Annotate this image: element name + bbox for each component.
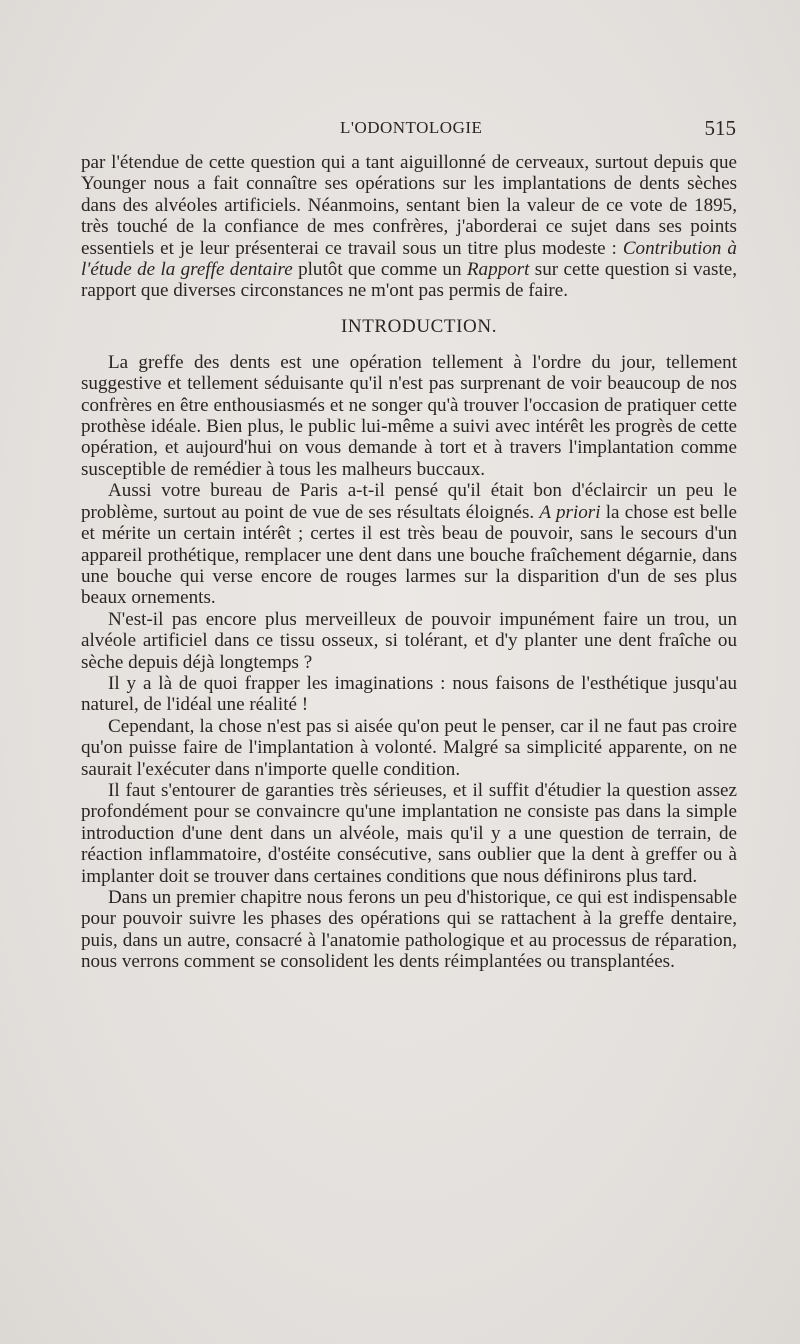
paragraph: Il y a là de quoi frapper les imaginations : nous faisons de l'esthétique jusqu'au naturel, de l'idéal une réalité ! (81, 672, 737, 716)
paragraph: Il faut s'entourer de garanties très sérieuses, et il suffit d'étudier la question assez profondément pour se convaincre qu'une implantation ne consiste pas dans la simple introduction d'une dent dans un alvéole, mais qu'il y a une question de terrain, de réaction inflammatoire, d'ostéite consécutive, sans oublier que la dent à greffer ou à implanter doit se trouver dans certaines conditions que nous définirons plus tard. (81, 779, 737, 887)
paragraph: Cependant, la chose n'est pas si aisée qu'on peut le penser, car il ne faut pas croire qu'on puisse faire de l'implantation à volonté. Malgré sa simplicité apparente, on ne saurait l'exécuter dans n'importe quelle condition. (81, 715, 737, 780)
italic-phrase: A priori (539, 501, 601, 523)
page-number: 515 (704, 116, 736, 140)
section-heading: INTRODUCTION. (340, 315, 498, 337)
running-head (80, 118, 736, 144)
paragraph: N'est-il pas encore plus merveilleux de pouvoir impunément faire un trou, un alvéole artificiel dans ce tissu osseux, si tolérant, et d'y planter une dent fraîche ou sèche depuis déjà longtemps ? (81, 608, 737, 673)
paragraph: Dans un premier chapitre nous ferons un peu d'historique, ce qui est indispensable pour pouvoir suivre les phases des opérations qui se rattachent à la greffe dentaire, puis, dans un autre, consacré à l'anatomie pathologique et au processus de réparation, nous verrons comment se consolident les dents réimplantées ou transplantées. (81, 887, 737, 973)
body-text (81, 152, 737, 973)
paragraph: Aussi votre bureau de Paris a-t-il pensé qu'il était bon d'éclaircir un peu le problème, surtout au point de vue de ses résultats éloignés. A priori la chose est belle et mérite un certain intérêt ; certes il est très beau de pouvoir, sans le secours d'un appareil prothétique, remplacer une dent dans une bouche fraîchement dégarnie, dans une bouche qui verse encore de rouges larmes sur la disparition d'un de ses plus beaux ornements. (81, 480, 737, 609)
italic-phrase: Rapport (466, 259, 530, 281)
paragraph: La greffe des dents est une opération tellement à l'ordre du jour, tellement suggestive et tellement séduisante qu'il n'est pas surprenant de voir beaucoup de nos confrères en être enthousiasmés et ne songer qu'à trouver l'occasion de pratiquer cette prothèse idéale. Bien plus, le public lui-même a suivi avec intérêt les progrès de cette opération, et aujourd'hui on vous demande à tort et à travers l'implantation comme susceptible de remédier à tous les malheurs buccaux. (81, 351, 737, 480)
italic-phrase: Contribution à l'étude de la greffe dentaire (81, 237, 737, 281)
running-title: L'ODONTOLOGIE (340, 118, 483, 137)
paragraph: par l'étendue de cette question qui a tant aiguillonné de cerveaux, surtout depuis que Younger nous a fait connaître ses opérations sur les implantations de dents sèches dans des alvéoles artificiels. Néanmoins, sentant bien la valeur de ce vote de 1895, très touché de la confiance de mes confrères, j'aborderai ce sujet dans ses points essentiels et je leur présenterai ce travail sous un titre plus modeste : Contribution à l'étude de la greffe dentaire plutôt que comme un Rapport sur cette question si vaste, rapport que diverses circonstances ne m'ont pas permis de faire. (81, 152, 737, 302)
